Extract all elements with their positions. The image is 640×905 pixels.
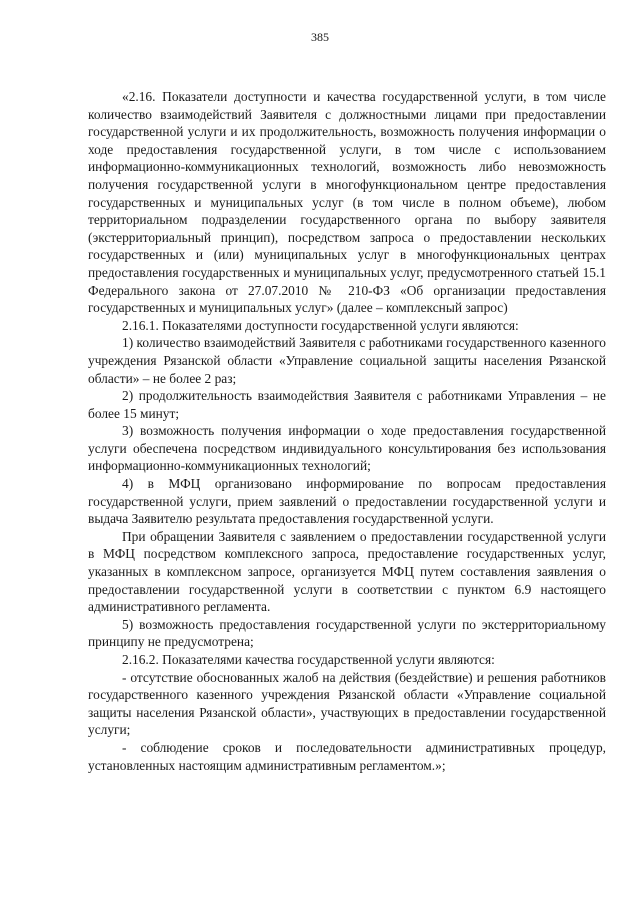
list-item-1: 1) количество взаимодействий Заявителя с работниками государственного казенного учреждения Рязанской области «Управление социальной защиты населения Рязанской области» – не более 2 раз; <box>88 335 606 386</box>
paragraph-2-16: «2.16. Показатели доступности и качества государственной услуги, в том числе количество взаимодействий Заявителя с должностными лицами при предоставлении государственной услуги и их продолжительность, возможность получения информации о ходе предоставления государственной услуги, в том числе с использованием информационно-коммуникационных технологий, возможность либо невозможность получения государственной услуги в многофункциональном центре предоставления государственных и муниципальных услуг (в том числе в полном объеме), любом территориальном подразделении государственного органа по выбору заявителя (экстерриториальный принцип), посредством запроса о предоставлении нескольких государственных и (или) муниципальных услуг в многофункциональных центрах предоставления государственных и муниципальных услуг, предусмотренного статьей 15.1 Федерального закона от 27.07.2010 № 210-ФЗ «Об организации предоставления государственных и муниципальных услуг» (далее – комплексный запрос) <box>88 89 606 316</box>
paragraph-2-16-1: 2.16.1. Показателями доступности государственной услуги являются: <box>122 317 519 333</box>
list-item-2: 2) продолжительность взаимодействия Заявителя с работниками Управления – не более 15 минут; <box>88 388 606 421</box>
list-item-5: 5) возможность предоставления государственной услуги по экстерриториальному принципу не предусмотрена; <box>88 616 606 650</box>
quality-item-complaints: - отсутствие обоснованных жалоб на действия (бездействие) и решения работников государственного казенного учреждения Рязанской области «Управление социальной защиты населения Рязанской области», участвующих в предоставлении государственной услуги; <box>88 669 606 738</box>
list-item-4: 4) в МФЦ организовано информирование по вопросам предоставления государственной услуги, прием заявлений о предоставлении государственной услуги и выдача Заявителю результата предоставления государственной услуги. <box>88 476 606 527</box>
document-body <box>88 88 606 774</box>
paragraph-2-16-2: 2.16.2. Показателями качества государственной услуги являются: <box>122 652 495 667</box>
list-item-3: 3) возможность получения информации о ходе предоставления государственной услуги обеспечена посредством индивидуального консультирования без использования информационно-коммуникационных технологий; <box>88 423 606 474</box>
page-number: 385 <box>311 30 329 44</box>
quality-item-deadlines: - соблюдение сроков и последовательности административных процедур, установленных настоящим административным регламентом.»; <box>88 739 606 773</box>
paragraph-complex-request: При обращении Заявителя с заявлением о предоставлении государственной услуги в МФЦ посредством комплексного запроса, предоставление государственных услуг, указанных в комплексном запросе, организуется МФЦ путем составления заявления о предоставлении государственной услуги в соответствии с пунктом 6.9 настоящего административного регламента. <box>88 528 606 615</box>
